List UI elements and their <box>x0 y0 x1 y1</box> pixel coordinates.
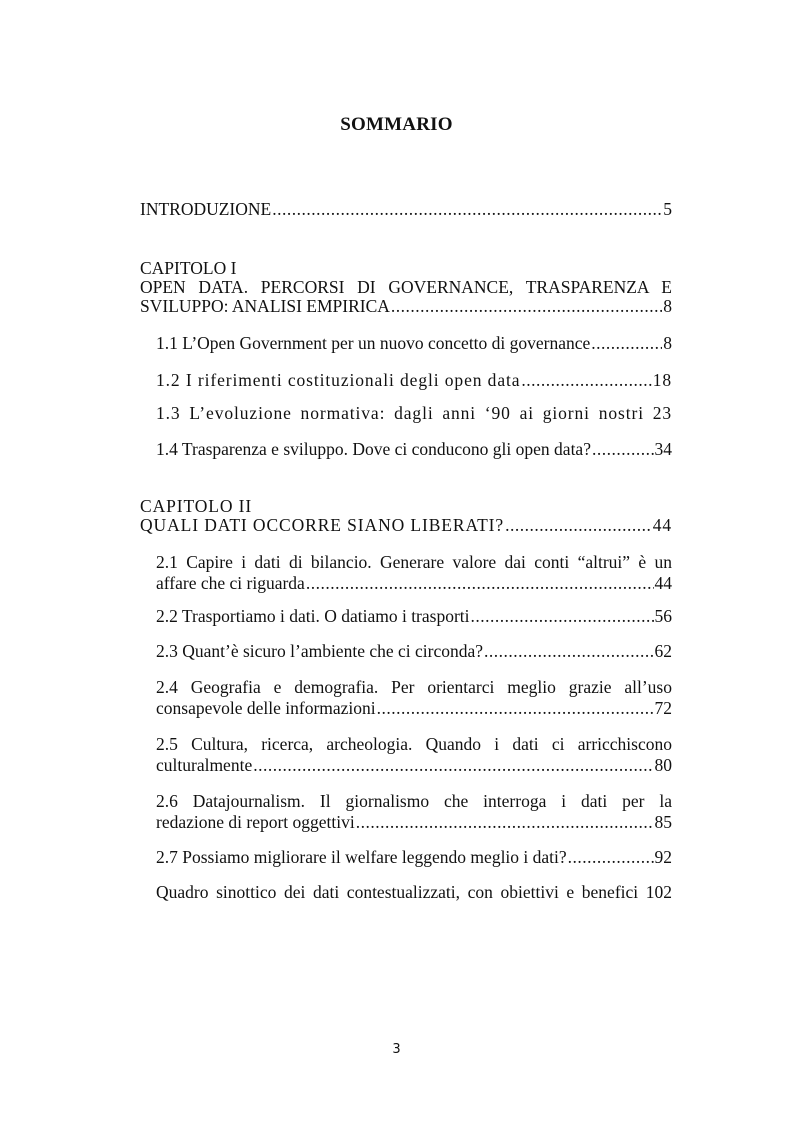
leader-dots <box>471 605 654 627</box>
toc-entry-label: INTRODUZIONE <box>140 199 272 219</box>
toc-entry-page: 8 <box>663 333 672 353</box>
toc-entry-page: 56 <box>654 606 672 626</box>
leader-dots <box>592 438 654 460</box>
toc-entry-page: 85 <box>654 812 672 832</box>
toc-entry-label: QUALI DATI OCCORRE SIANO LIBERATI? <box>140 515 505 535</box>
toc-entry-page: 5 <box>663 199 672 219</box>
toc-entry-2-1[interactable] <box>156 572 672 594</box>
toc-entry-2-6[interactable] <box>156 811 672 833</box>
toc-entry-2-4[interactable] <box>156 697 672 719</box>
toc-entry-introduzione[interactable] <box>140 198 672 220</box>
toc-entry-page: 72 <box>654 698 672 718</box>
toc-entry-1-1[interactable] <box>156 332 672 354</box>
leader-dots <box>253 754 653 776</box>
leader-dots <box>356 811 654 833</box>
toc-entry-2-1-line1[interactable]: 2.1 Capire i dati di bilancio. Generare valore dai conti “altrui” è un <box>156 552 672 572</box>
toc-entry-page: 44 <box>654 573 672 593</box>
toc-entry-quadro-sinottico[interactable]: Quadro sinottico dei dati contestualizzati, con obiettivi e benefici 102 <box>156 882 672 902</box>
leader-dots <box>306 572 654 594</box>
leader-dots <box>568 846 654 868</box>
toc-entry-page: 34 <box>654 439 672 459</box>
toc-entry-page: 18 <box>652 370 672 390</box>
toc-entry-label: redazione di report oggettivi <box>156 812 355 832</box>
toc-entry-label: 2.7 Possiamo migliorare il welfare leggendo meglio i dati? <box>156 847 567 867</box>
toc-entry-chapter-2[interactable] <box>140 514 672 536</box>
page-title: SOMMARIO <box>340 114 453 135</box>
toc-entry-2-7[interactable] <box>156 846 672 868</box>
toc-entry-label: 1.2 I riferimenti costituzionali degli open data <box>156 370 521 390</box>
toc-entry-label: 1.4 Trasparenza e sviluppo. Dove ci conducono gli open data? <box>156 439 591 459</box>
toc-entry-2-6-line1[interactable]: 2.6 Datajournalism. Il giornalismo che interroga i dati per la <box>156 791 672 811</box>
leader-dots <box>272 198 662 220</box>
toc-entry-label: affare che ci riguarda <box>156 573 305 593</box>
toc-entry-page: 44 <box>652 515 672 535</box>
toc-entry-1-2[interactable] <box>156 369 672 391</box>
leader-dots <box>521 369 651 391</box>
toc-entry-page: 80 <box>654 755 672 775</box>
toc-entry-page: 8 <box>663 296 672 316</box>
toc-entry-label: 2.2 Trasportiamo i dati. O datiamo i trasporti <box>156 606 470 626</box>
toc-entry-2-5[interactable] <box>156 754 672 776</box>
toc-entry-label: 2.3 Quant’è sicuro l’ambiente che ci circonda? <box>156 641 484 661</box>
leader-dots <box>391 295 662 317</box>
leader-dots <box>484 640 653 662</box>
leader-dots <box>505 514 652 536</box>
leader-dots <box>377 697 654 719</box>
toc-entry-page: 62 <box>654 641 672 661</box>
toc-entry-label: SVILUPPO: ANALISI EMPIRICA <box>140 296 390 316</box>
leader-dots <box>591 332 662 354</box>
toc-entry-page: 92 <box>654 847 672 867</box>
toc-entry-chapter-1[interactable] <box>140 295 672 317</box>
toc-entry-label: consapevole delle informazioni <box>156 698 376 718</box>
toc-entry-2-2[interactable] <box>156 605 672 627</box>
page-number: 3 <box>392 1042 401 1057</box>
toc-entry-1-3[interactable]: 1.3 L’evoluzione normativa: dagli anni ‘90 ai giorni nostri 23 <box>156 403 672 423</box>
chapter-1-title-line1: OPEN DATA. PERCORSI DI GOVERNANCE, TRASPARENZA E <box>140 277 672 297</box>
toc-entry-2-5-line1[interactable]: 2.5 Cultura, ricerca, archeologia. Quando i dati ci arricchiscono <box>156 734 672 754</box>
toc-entry-2-3[interactable] <box>156 640 672 662</box>
chapter-1-heading: CAPITOLO I <box>140 258 237 278</box>
toc-entry-1-4[interactable] <box>156 438 672 460</box>
chapter-2-heading: CAPITOLO II <box>140 496 253 516</box>
toc-entry-2-4-line1[interactable]: 2.4 Geografia e demografia. Per orientarci meglio grazie all’uso <box>156 677 672 697</box>
toc-entry-label: culturalmente <box>156 755 253 775</box>
toc-entry-label: 1.1 L’Open Government per un nuovo concetto di governance <box>156 333 591 353</box>
